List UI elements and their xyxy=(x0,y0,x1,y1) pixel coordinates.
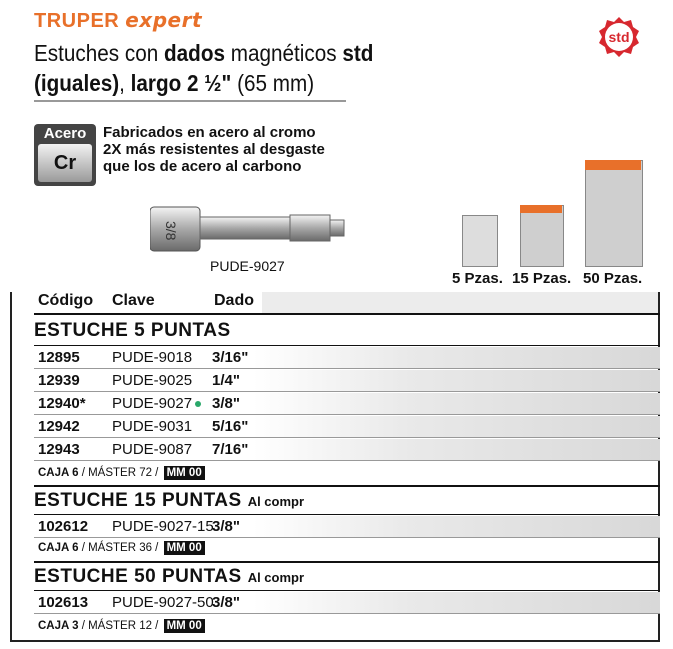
pack-50-image xyxy=(585,160,643,267)
header-shade xyxy=(262,292,658,313)
section-divider xyxy=(34,485,660,487)
svg-text:std: std xyxy=(608,29,630,45)
packing-info-5: CAJA 6 / MÁSTER 72 / MM 00 xyxy=(38,467,205,479)
table-row: 12940* PUDE-9027 3/8" xyxy=(34,393,660,415)
socket-image xyxy=(150,205,350,255)
pack-label-50: 50 Pzas. xyxy=(583,270,643,287)
new-dot-icon xyxy=(195,401,201,407)
table-border-bottom xyxy=(10,640,660,642)
header-dado: Dado xyxy=(214,292,254,309)
svg-text:3/8: 3/8 xyxy=(163,221,179,241)
section-divider xyxy=(34,561,660,563)
socket-code: PUDE-9027 xyxy=(210,258,285,274)
pack-label-15: 15 Pzas. xyxy=(512,270,572,287)
brand-logo: TRUPER expert xyxy=(34,8,203,32)
table-row: 102613 PUDE-9027-50 3/8" xyxy=(34,592,660,614)
table-row: 102612 PUDE-9027-15 3/8" xyxy=(34,516,660,538)
std-badge-icon xyxy=(598,16,640,58)
material-label: Acero xyxy=(43,125,87,142)
title-divider xyxy=(34,100,346,102)
pack-15-lid xyxy=(520,205,562,213)
section-title-50: ESTUCHE 50 PUNTAS Al compr xyxy=(34,566,305,587)
pack-15-image xyxy=(520,205,564,267)
table-row: 12939 PUDE-9025 1/4" xyxy=(34,370,660,392)
table-row: 12943 PUDE-9087 7/16" xyxy=(34,439,660,461)
pack-5-image xyxy=(462,215,498,267)
section-title-5: ESTUCHE 5 PUNTAS xyxy=(34,320,231,341)
header-rule xyxy=(34,313,660,315)
table-border-left xyxy=(10,292,12,642)
packing-info-15: CAJA 6 / MÁSTER 36 / MM 00 xyxy=(38,542,205,554)
section-title-15: ESTUCHE 15 PUNTAS Al compr xyxy=(34,490,305,511)
page-title-line1: Estuches con dados magnéticos std xyxy=(34,40,374,66)
section-rule xyxy=(34,514,660,515)
section-rule xyxy=(34,345,660,346)
header-codigo: Código xyxy=(38,292,94,309)
table-row: 12942 PUDE-9031 5/16" xyxy=(34,416,660,438)
pack-label-5: 5 Pzas. xyxy=(452,270,503,287)
header-clave: Clave xyxy=(112,292,155,309)
pack-50-lid xyxy=(585,160,641,170)
page-title-line2: (iguales), largo 2 ½" (65 mm) xyxy=(34,70,315,96)
product-description: Fabricados en acero al cromo 2X más resistentes al desgaste que los de acero al carbono xyxy=(103,124,325,175)
section-rule xyxy=(34,590,660,591)
material-symbol: Cr xyxy=(38,144,92,182)
table-row: 12895 PUDE-9018 3/16" xyxy=(34,347,660,369)
packing-info-50: CAJA 3 / MÁSTER 12 / MM 00 xyxy=(38,620,205,632)
